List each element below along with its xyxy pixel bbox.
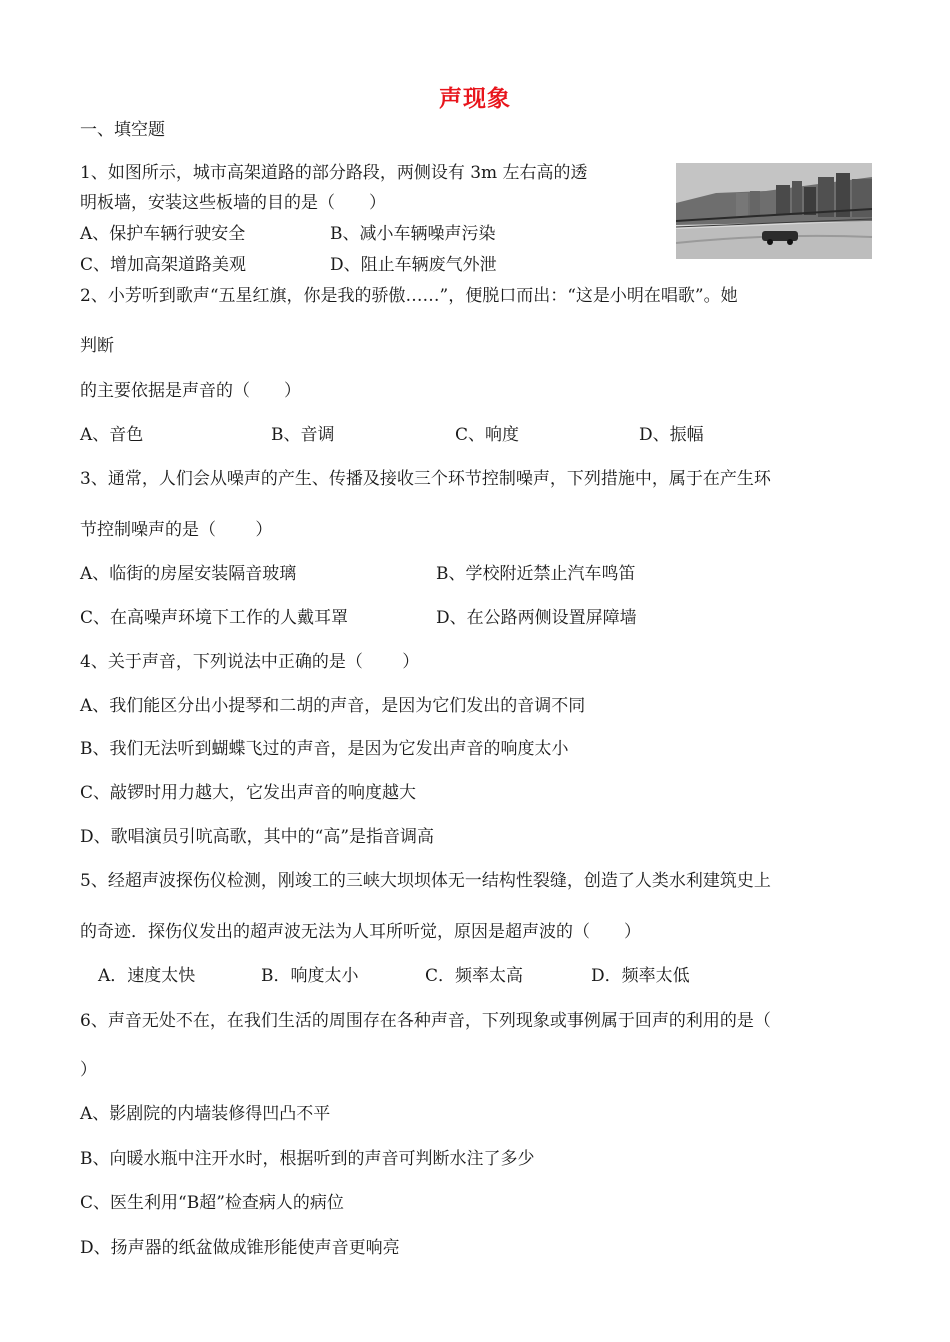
q5-option-d: D．频率太低 bbox=[591, 966, 690, 986]
q2-option-b: B、音调 bbox=[271, 425, 335, 445]
q6-option-c: C、医生利用“B超”检查病人的病位 bbox=[80, 1193, 344, 1213]
q1-line2: 明板墙，安装这些板墙的目的是（ ） bbox=[80, 193, 386, 213]
q2-option-d: D、振幅 bbox=[639, 425, 704, 445]
q1-option-c: C、增加高架道路美观 bbox=[80, 255, 247, 275]
q1-option-a: A、保护车辆行驶安全 bbox=[80, 224, 246, 244]
q2-option-c: C、响度 bbox=[455, 425, 520, 445]
q2-option-a: A、音色 bbox=[80, 425, 144, 445]
q6-option-a: A、影剧院的内墙装修得凹凸不平 bbox=[80, 1104, 331, 1124]
q2-line2: 判断 bbox=[80, 336, 114, 356]
q4-line1: 4、关于声音，下列说法中正确的是（ ） bbox=[80, 652, 420, 672]
q6-line1: 6、声音无处不在，在我们生活的周围存在各种声音，下列现象或事例属于回声的利用的是（ bbox=[80, 1011, 771, 1031]
elevated-road-photo bbox=[676, 163, 872, 259]
q4-option-c: C、敲锣时用力越大，它发出声音的响度越大 bbox=[80, 783, 417, 803]
q6-line2: ） bbox=[80, 1060, 97, 1080]
q3-line2: 节控制噪声的是（ ） bbox=[80, 520, 273, 540]
section-heading: 一、填空题 bbox=[80, 120, 165, 140]
q3-option-a: A、临街的房屋安装隔音玻璃 bbox=[80, 564, 297, 584]
q6-option-b: B、向暖水瓶中注开水时，根据听到的声音可判断水注了多少 bbox=[80, 1149, 535, 1169]
q6-option-d: D、扬声器的纸盆做成锥形能使声音更响亮 bbox=[80, 1238, 400, 1258]
q3-line1: 3、通常，人们会从噪声的产生、传播及接收三个环节控制噪声，下列措施中，属于在产生环 bbox=[80, 469, 771, 489]
q4-option-a: A、我们能区分出小提琴和二胡的声音，是因为它们发出的音调不同 bbox=[80, 696, 586, 716]
q5-option-a: A．速度太快 bbox=[98, 966, 196, 986]
q1-option-b: B、减小车辆噪声污染 bbox=[330, 224, 496, 244]
q3-option-c: C、在高噪声环境下工作的人戴耳罩 bbox=[80, 608, 349, 628]
q5-option-c: C．频率太高 bbox=[425, 966, 524, 986]
q4-option-d: D、歌唱演员引吭高歌，其中的“高”是指音调高 bbox=[80, 827, 435, 847]
q1-option-d: D、阻止车辆废气外泄 bbox=[330, 255, 497, 275]
q3-option-b: B、学校附近禁止汽车鸣笛 bbox=[436, 564, 636, 584]
page-title: 声现象 bbox=[439, 86, 511, 112]
q4-option-b: B、我们无法听到蝴蝶飞过的声音，是因为它发出声音的响度太小 bbox=[80, 739, 569, 759]
q5-line2: 的奇迹．探伤仪发出的超声波无法为人耳所听觉，原因是超声波的（ ） bbox=[80, 922, 641, 942]
q2-line3: 的主要依据是声音的（ ） bbox=[80, 381, 301, 401]
q2-line1: 2、小芳听到歌声“五星红旗，你是我的骄傲……”，便脱口而出：“这是小明在唱歌”。她 bbox=[80, 286, 738, 306]
q1-line1: 1、如图所示，城市高架道路的部分路段，两侧设有 3m 左右高的透 bbox=[80, 163, 588, 183]
q5-line1: 5、经超声波探伤仪检测，刚竣工的三峡大坝坝体无一结构性裂缝，创造了人类水利建筑史上 bbox=[80, 871, 771, 891]
q5-option-b: B．响度太小 bbox=[261, 966, 359, 986]
q3-option-d: D、在公路两侧设置屏障墙 bbox=[436, 608, 637, 628]
